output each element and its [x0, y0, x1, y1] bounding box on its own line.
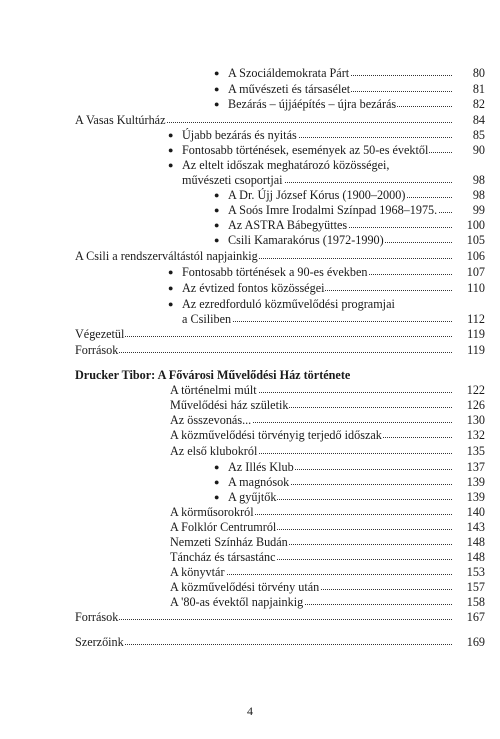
- toc-entry-page: 105: [453, 233, 485, 247]
- toc-entry-page: 140: [453, 505, 485, 519]
- toc-entry-title: Nemzeti Színház Budán: [170, 535, 288, 549]
- toc-entry-page: 157: [453, 580, 485, 594]
- bullet-icon: ●: [168, 299, 174, 309]
- toc-entry: [0, 444, 500, 459]
- toc-entry: [0, 550, 500, 565]
- toc-entry-title: A Vasas Kultúrház: [75, 113, 166, 127]
- toc-entry-title: A közművelődési törvényig terjedő időszak: [170, 428, 382, 442]
- bullet-icon: ●: [214, 220, 220, 230]
- toc-entry-title: A Soós Imre Irodalmi Színpad 1968–1975.: [228, 203, 438, 217]
- toc-entry-page: 85: [453, 128, 485, 142]
- toc-entry: [0, 535, 500, 550]
- toc-entry-title: A könyvtár: [170, 565, 225, 579]
- toc-entry-title: Források: [75, 343, 119, 357]
- bullet-icon: ●: [214, 99, 220, 109]
- toc-entry: [0, 490, 500, 505]
- toc-entry-title: A Folklór Centrumról: [170, 520, 277, 534]
- toc-entry-title: Újabb bezárás és nyitás: [182, 128, 297, 142]
- bullet-icon: ●: [168, 160, 174, 170]
- bullet-icon: ●: [214, 205, 220, 215]
- toc-entry-title: Fontosabb történések a 90-es években: [182, 265, 368, 279]
- toc-entry-title: Az Illés Klub: [228, 460, 294, 474]
- toc-entry-page: 98: [453, 188, 485, 202]
- toc-entry-title: A gyűjtők: [228, 490, 277, 504]
- bullet-icon: ●: [214, 84, 220, 94]
- toc-entry-page: 84: [453, 113, 485, 127]
- toc-entry-page: 106: [453, 249, 485, 263]
- toc-entry-page: 110: [453, 281, 485, 295]
- toc-entry-page: 139: [453, 475, 485, 489]
- page-number: 4: [247, 704, 253, 718]
- toc-entry-title: A Csili a rendszerváltástól napjainkig: [75, 249, 258, 263]
- toc-entry: [0, 128, 500, 143]
- toc-entry: [0, 580, 500, 595]
- toc-entry-page: 119: [453, 343, 485, 357]
- toc-entry-page: 137: [453, 460, 485, 474]
- toc-entry: [0, 233, 500, 248]
- toc-entry-page: 122: [453, 383, 485, 397]
- toc-entry: [0, 460, 500, 475]
- toc-entry: [0, 188, 500, 203]
- toc-entry-page: 82: [453, 97, 485, 111]
- toc-entry: [0, 610, 500, 625]
- toc-entry: [0, 173, 500, 188]
- toc-entry: [0, 398, 500, 413]
- toc-entry-title: Táncház és társastánc: [170, 550, 276, 564]
- toc-entry: [0, 383, 500, 398]
- toc-entry-page: 126: [453, 398, 485, 412]
- toc-entry-title: Szerzőink: [75, 635, 124, 649]
- bullet-icon: ●: [168, 267, 174, 277]
- toc-entry: [0, 428, 500, 443]
- bullet-icon: ●: [214, 190, 220, 200]
- toc-entry-page: 107: [453, 265, 485, 279]
- toc-entry-page: 80: [453, 66, 485, 80]
- toc-entry: [0, 158, 500, 173]
- bullet-icon: ●: [214, 235, 220, 245]
- bullet-icon: ●: [168, 145, 174, 155]
- toc-entry-page: 143: [453, 520, 485, 534]
- toc-entry-title: Fontosabb történések, események az 50-es évektől: [182, 143, 429, 157]
- toc-entry: [0, 265, 500, 280]
- toc-entry-title: Drucker Tibor: A Fővárosi Művelődési Ház története: [75, 368, 351, 382]
- toc-entry: [0, 368, 500, 383]
- bullet-icon: ●: [214, 477, 220, 487]
- toc-entry-page: 153: [453, 565, 485, 579]
- toc-entry: [0, 635, 500, 650]
- toc-entry-title: A Szociáldemokrata Párt: [228, 66, 350, 80]
- toc-entry-title: Bezárás – újjáépítés – újra bezárás: [228, 97, 397, 111]
- toc-entry-title: Csili Kamarakórus (1972-1990): [228, 233, 384, 247]
- toc-entry: [0, 203, 500, 218]
- toc-entry: [0, 595, 500, 610]
- toc-entry-title: Az ezredforduló közművelődési programjai: [182, 297, 395, 311]
- toc-entry: [0, 97, 500, 112]
- bullet-icon: ●: [214, 462, 220, 472]
- toc-entry-page: 119: [453, 327, 485, 341]
- toc-entry-title: Az ASTRA Bábegyüttes: [228, 218, 348, 232]
- toc-entry: [0, 327, 500, 342]
- toc-entry: [0, 565, 500, 580]
- toc-entry-page: 167: [453, 610, 485, 624]
- toc-entry-page: 112: [453, 312, 485, 326]
- toc-entry-title: Az összevonás...: [170, 413, 252, 427]
- toc-entry-page: 90: [453, 143, 485, 157]
- toc-entry-page: 158: [453, 595, 485, 609]
- bullet-icon: ●: [214, 68, 220, 78]
- toc-entry-title: A Dr. Újj József Kórus (1900–2000): [228, 188, 406, 202]
- dot-leader: [79, 352, 452, 353]
- toc-entry-title: A művészeti és társasélet: [228, 82, 351, 96]
- toc-entry-title: A '80-as évektől napjainkig: [170, 595, 304, 609]
- toc-entry: [0, 475, 500, 490]
- toc-entry: [0, 520, 500, 535]
- toc-entry-title: Az évtized fontos közösségei: [182, 281, 325, 295]
- toc-entry: [0, 281, 500, 296]
- toc-entry-page: 139: [453, 490, 485, 504]
- dot-leader: [79, 336, 452, 337]
- toc-entry-title: Az eltelt időszak meghatározó közösségei,: [182, 158, 390, 172]
- toc-entry-page: 99: [453, 203, 485, 217]
- toc-entry: [0, 297, 500, 312]
- toc-entry: [0, 143, 500, 158]
- toc-entry-title: Források: [75, 610, 119, 624]
- toc-entry-title: művészeti csoportjai: [182, 173, 283, 187]
- toc-entry-page: 169: [453, 635, 485, 649]
- toc-entry: [0, 218, 500, 233]
- toc-entry-page: 148: [453, 550, 485, 564]
- toc-entry-title: A magnósok: [228, 475, 290, 489]
- toc-entry: [0, 249, 500, 264]
- toc-entry-title: Művelődési ház születik: [170, 398, 289, 412]
- toc-entry: [0, 66, 500, 81]
- toc-entry-title: a Csiliben: [182, 312, 232, 326]
- toc-entry: [0, 505, 500, 520]
- bullet-icon: ●: [214, 492, 220, 502]
- bullet-icon: ●: [168, 283, 174, 293]
- toc-entry-page: 98: [453, 173, 485, 187]
- toc-entry: [0, 113, 500, 128]
- toc-entry-title: A közművelődési törvény után: [170, 580, 320, 594]
- toc-entry-page: 81: [453, 82, 485, 96]
- toc-entry-page: 135: [453, 444, 485, 458]
- toc-entry-title: Végezetül: [75, 327, 125, 341]
- toc-entry: [0, 413, 500, 428]
- dot-leader: [79, 644, 452, 645]
- toc-entry-page: 148: [453, 535, 485, 549]
- toc-entry: [0, 343, 500, 358]
- toc-entry-title: Az első klubokról: [170, 444, 258, 458]
- toc-entry-title: A körműsorokról: [170, 505, 254, 519]
- dot-leader: [79, 619, 452, 620]
- toc-entry: [0, 312, 500, 327]
- toc-entry-page: 132: [453, 428, 485, 442]
- toc-entry-title: A történelmi múlt: [170, 383, 257, 397]
- toc-entry-page: 100: [453, 218, 485, 232]
- toc-entry-page: 130: [453, 413, 485, 427]
- toc-entry: [0, 82, 500, 97]
- bullet-icon: ●: [168, 130, 174, 140]
